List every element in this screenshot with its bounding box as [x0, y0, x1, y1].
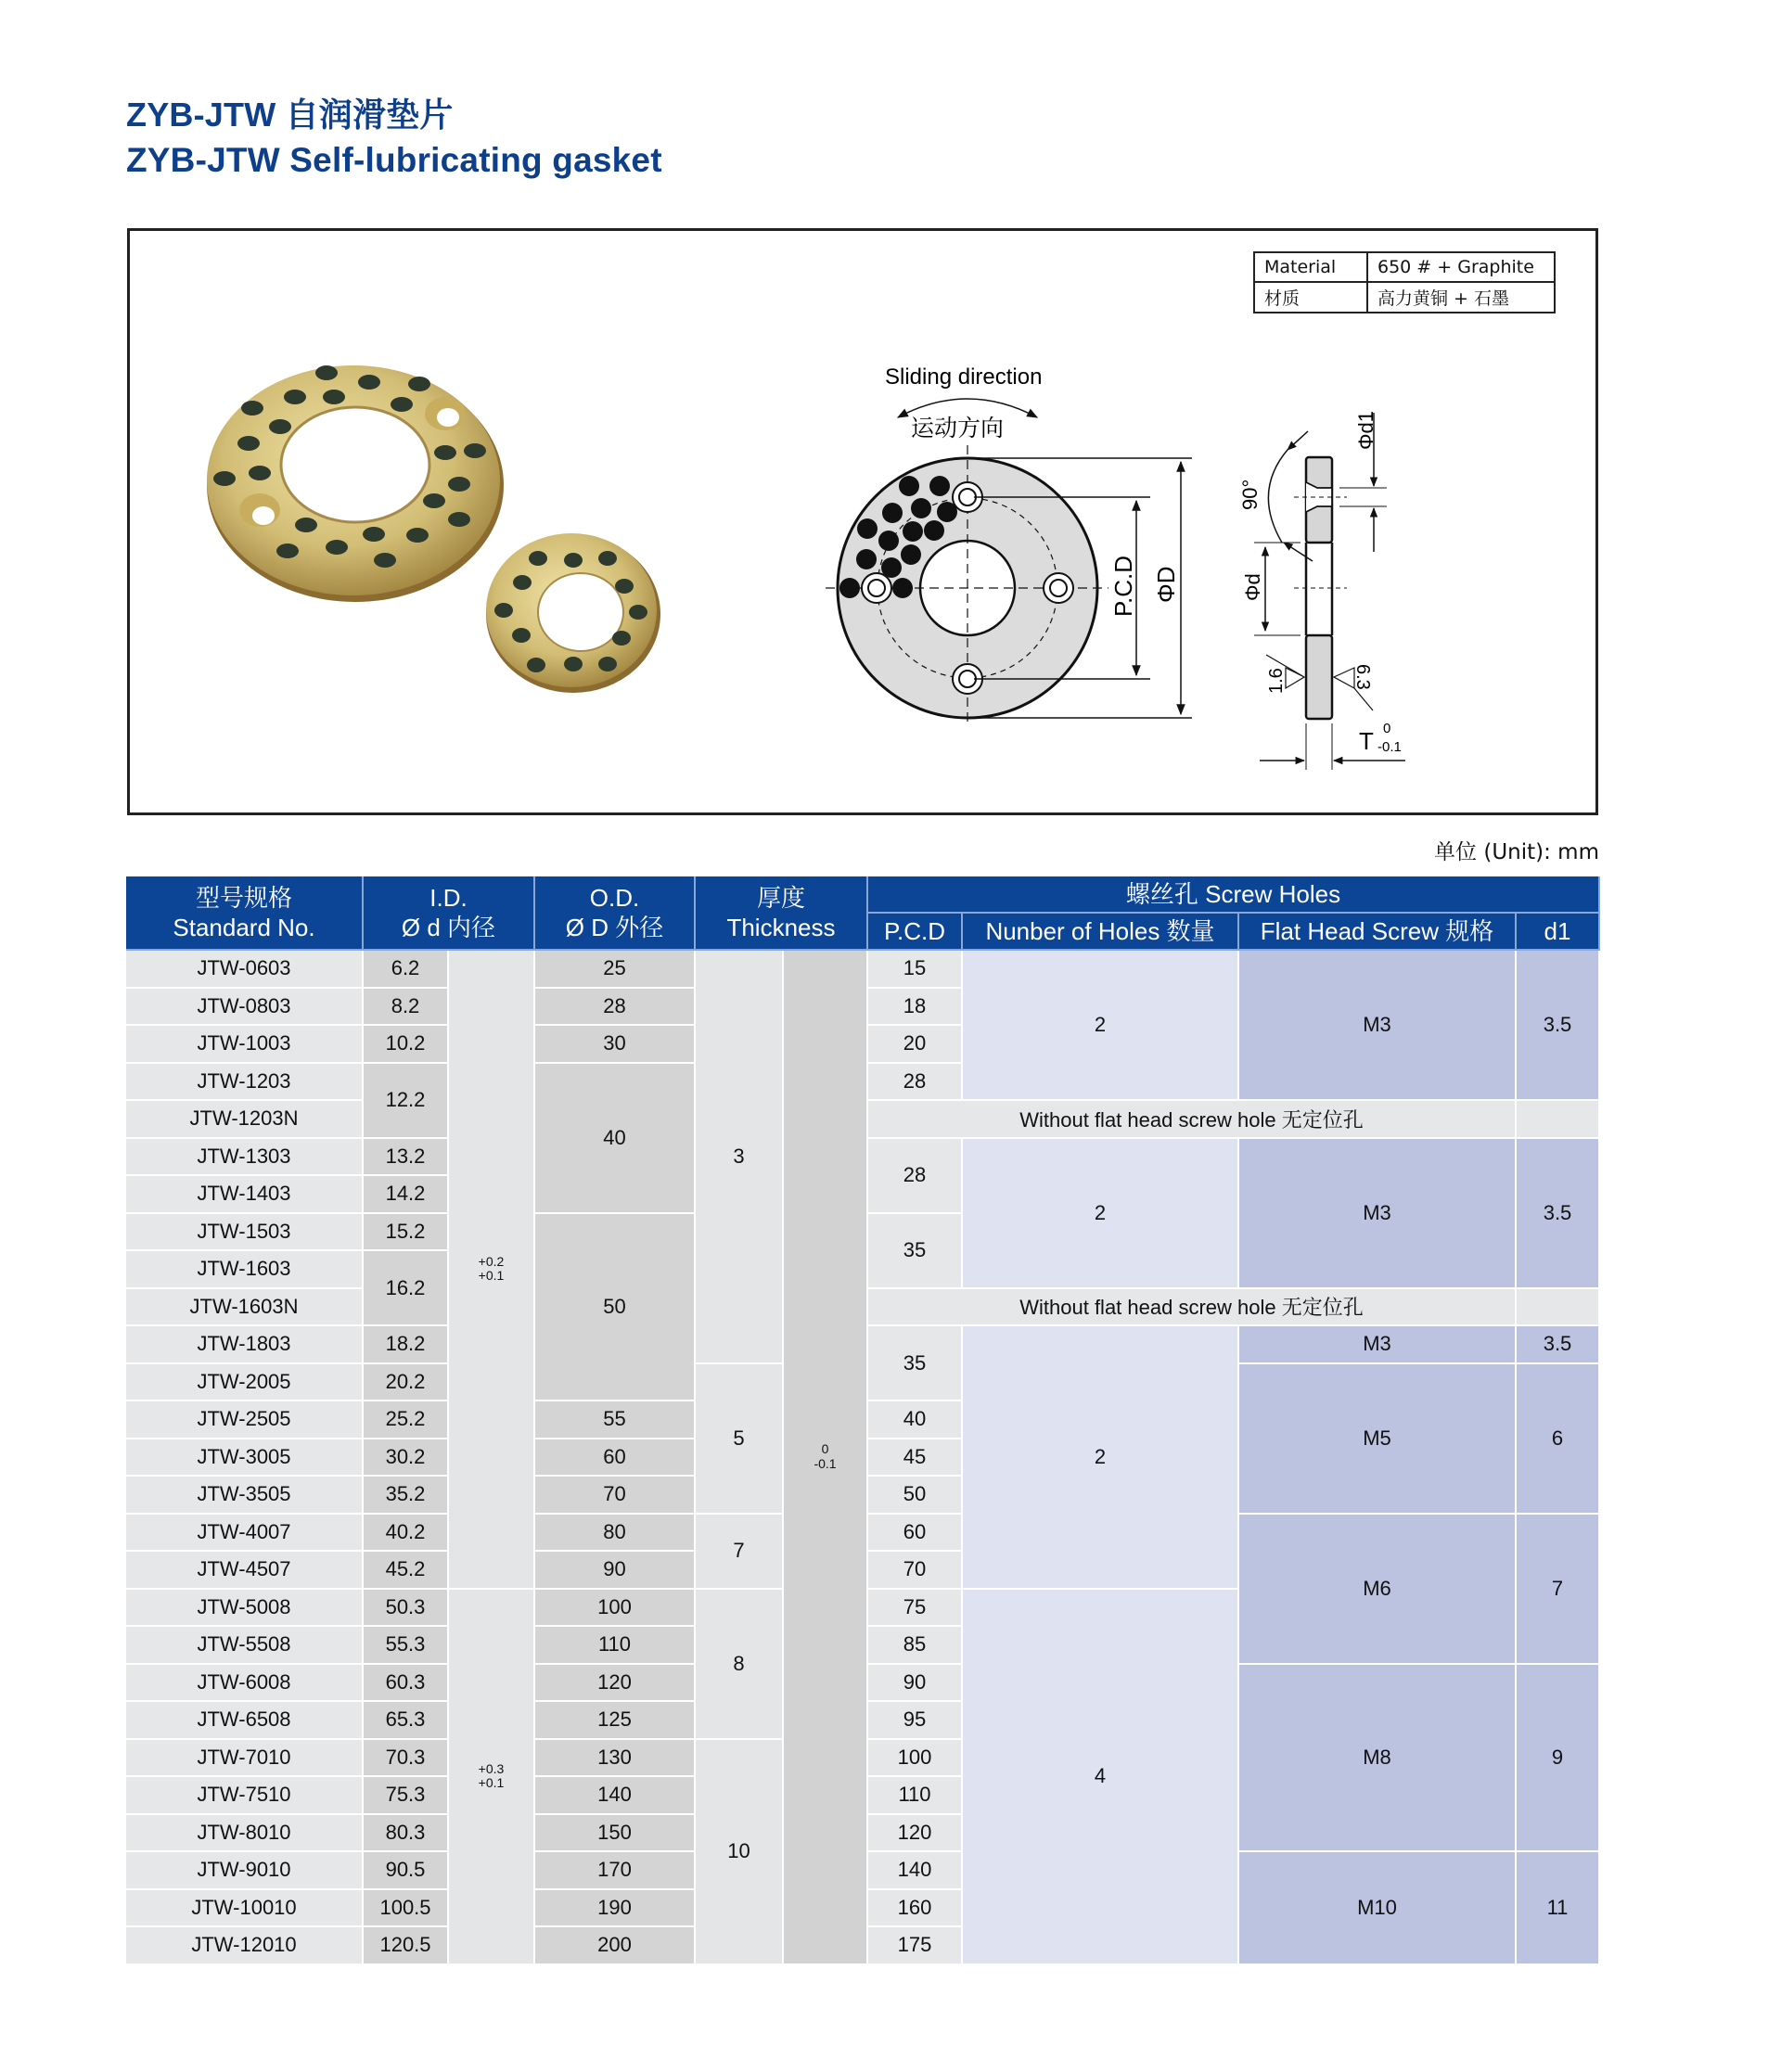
row-standard-no: JTW-7010 — [126, 1740, 364, 1778]
row-inner-diameter: 40.2 — [364, 1515, 449, 1553]
thickness-value: 3 — [696, 951, 784, 1364]
header-th-en: Thickness — [726, 914, 836, 941]
row-pcd: 90 — [868, 1665, 963, 1703]
header-screw-holes: 螺丝孔 Screw Holes — [868, 876, 1600, 914]
flat-head-screw-size: M3 — [1239, 1326, 1517, 1364]
small-gasket — [486, 533, 660, 693]
number-of-holes: 2 — [963, 1326, 1239, 1590]
header-id-top: I.D. — [429, 883, 468, 912]
id-dimension-label: Φd — [1241, 573, 1264, 601]
row-inner-diameter: 13.2 — [364, 1139, 449, 1177]
row-outer-diameter: 110 — [535, 1627, 696, 1665]
row-pcd: 160 — [868, 1890, 963, 1928]
without-screw-hole-note: Without flat head screw hole 无定位孔 — [868, 1289, 1517, 1327]
row-standard-no: JTW-1203 — [126, 1064, 364, 1102]
without-screw-hole-note: Without flat head screw hole 无定位孔 — [868, 1101, 1517, 1139]
row-pcd: 40 — [868, 1401, 963, 1439]
product-photo — [186, 334, 686, 723]
flat-head-screw-size: M6 — [1239, 1515, 1517, 1665]
flat-head-screw-size: M5 — [1239, 1364, 1517, 1515]
header-outer-diameter — [535, 876, 696, 951]
number-of-holes: 2 — [963, 1139, 1239, 1289]
row-inner-diameter: 30.2 — [364, 1439, 449, 1477]
large-gasket — [207, 365, 504, 602]
row-standard-no: JTW-1003 — [126, 1026, 364, 1064]
row-outer-diameter: 140 — [535, 1777, 696, 1815]
row-standard-no: JTW-9010 — [126, 1852, 364, 1890]
row-standard-no: JTW-1403 — [126, 1176, 364, 1214]
row-pcd: 28 — [868, 1064, 963, 1102]
row-pcd: 175 — [868, 1927, 963, 1965]
row-standard-no: JTW-6008 — [126, 1665, 364, 1703]
row-pcd: 35 — [868, 1214, 963, 1289]
row-standard-no: JTW-1803 — [126, 1326, 364, 1364]
row-outer-diameter: 130 — [535, 1740, 696, 1778]
row-pcd: 60 — [868, 1515, 963, 1553]
flat-head-screw-size: M3 — [1239, 951, 1517, 1101]
id-tolerance-small — [449, 951, 535, 1590]
d1-value: 3.5 — [1517, 1139, 1600, 1289]
row-pcd: 120 — [868, 1815, 963, 1853]
row-standard-no: JTW-5508 — [126, 1627, 364, 1665]
row-standard-no: JTW-4507 — [126, 1552, 364, 1590]
row-pcd: 70 — [868, 1552, 963, 1590]
d1-empty-cell — [1517, 1101, 1600, 1139]
row-inner-diameter: 60.3 — [364, 1665, 449, 1703]
row-inner-diameter: 8.2 — [364, 989, 449, 1027]
row-outer-diameter: 100 — [535, 1590, 696, 1628]
row-pcd: 20 — [868, 1026, 963, 1064]
row-inner-diameter: 6.2 — [364, 951, 449, 989]
row-inner-diameter: 70.3 — [364, 1740, 449, 1778]
row-inner-diameter: 18.2 — [364, 1326, 449, 1364]
id-tol-upper: +0.3 — [478, 1760, 505, 1776]
row-outer-diameter: 150 — [535, 1815, 696, 1853]
row-inner-diameter: 120.5 — [364, 1927, 449, 1965]
row-standard-no: JTW-12010 — [126, 1927, 364, 1965]
row-inner-diameter: 75.3 — [364, 1777, 449, 1815]
row-outer-diameter: 28 — [535, 989, 696, 1027]
row-outer-diameter: 30 — [535, 1026, 696, 1064]
front-view-drawing — [816, 352, 1206, 723]
row-outer-diameter: 60 — [535, 1439, 696, 1477]
row-outer-diameter: 55 — [535, 1401, 696, 1439]
row-pcd: 15 — [868, 951, 963, 989]
header-thickness — [696, 876, 868, 951]
id-tolerance-large — [449, 1590, 535, 1965]
header-d1: d1 — [1517, 914, 1600, 951]
row-pcd: 100 — [868, 1740, 963, 1778]
row-inner-diameter: 16.2 — [364, 1251, 449, 1326]
header-th-cn: 厚度 — [756, 883, 805, 912]
row-outer-diameter: 190 — [535, 1890, 696, 1928]
thickness-tol-lower: -0.1 — [1377, 739, 1402, 755]
row-standard-no: JTW-1203N — [126, 1101, 364, 1139]
row-standard-no: JTW-7510 — [126, 1777, 364, 1815]
row-inner-diameter: 35.2 — [364, 1477, 449, 1515]
row-standard-no: JTW-2005 — [126, 1364, 364, 1402]
header-pcd: P.C.D — [868, 914, 963, 951]
material-value-en: 650 # + Graphite — [1367, 252, 1555, 282]
row-standard-no: JTW-3005 — [126, 1439, 364, 1477]
row-inner-diameter: 50.3 — [364, 1590, 449, 1628]
row-standard-no: JTW-1603 — [126, 1251, 364, 1289]
row-standard-no: JTW-0803 — [126, 989, 364, 1027]
header-od-bottom: Ø D 外径 — [565, 914, 664, 941]
row-pcd: 85 — [868, 1627, 963, 1665]
row-outer-diameter: 40 — [535, 1064, 696, 1214]
pcd-dimension-label: P.C.D — [1109, 556, 1137, 617]
header-od-top: O.D. — [589, 883, 640, 912]
row-pcd: 95 — [868, 1702, 963, 1740]
thickness-tol-upper: 0 — [1383, 721, 1391, 736]
d1-value: 7 — [1517, 1515, 1600, 1665]
header-number-of-holes: Nunber of Holes 数量 — [963, 914, 1239, 951]
row-standard-no: JTW-1303 — [126, 1139, 364, 1177]
page-title-en: ZYB-JTW Self-lubricating gasket — [126, 141, 662, 179]
material-table — [1253, 251, 1556, 313]
page-title-cn: ZYB-JTW 自润滑垫片 — [126, 96, 454, 134]
row-pcd: 28 — [868, 1139, 963, 1214]
row-standard-no: JTW-10010 — [126, 1890, 364, 1928]
row-outer-diameter: 70 — [535, 1477, 696, 1515]
header-standard-no — [126, 876, 364, 951]
flat-head-screw-size: M3 — [1239, 1139, 1517, 1289]
row-outer-diameter: 90 — [535, 1552, 696, 1590]
thickness-value: 10 — [696, 1740, 784, 1965]
sliding-direction-en: Sliding direction — [885, 365, 1043, 390]
thickness-value: 5 — [696, 1364, 784, 1515]
row-inner-diameter: 15.2 — [364, 1214, 449, 1252]
d1-dimension-label: Φd1 — [1354, 410, 1377, 450]
number-of-holes: 2 — [963, 951, 1239, 1101]
id-tol-upper: +0.2 — [478, 1253, 505, 1269]
row-inner-diameter: 90.5 — [364, 1852, 449, 1890]
d1-value: 11 — [1517, 1852, 1600, 1965]
row-standard-no: JTW-4007 — [126, 1515, 364, 1553]
thickness-value: 7 — [696, 1515, 784, 1590]
spec-table — [126, 876, 1600, 1976]
row-pcd: 140 — [868, 1852, 963, 1890]
row-standard-no: JTW-1603N — [126, 1289, 364, 1327]
thickness-value: 8 — [696, 1590, 784, 1740]
material-label-en: Material — [1254, 252, 1367, 282]
row-pcd: 35 — [868, 1326, 963, 1401]
d1-value: 3.5 — [1517, 1326, 1600, 1364]
row-outer-diameter: 200 — [535, 1927, 696, 1965]
header-id-bottom: Ø d 内径 — [401, 914, 496, 941]
row-standard-no: JTW-8010 — [126, 1815, 364, 1853]
roughness-right-label: 6.3 — [1352, 664, 1373, 690]
unit-label: 单位 (Unit): mm — [1434, 840, 1599, 864]
d1-value: 9 — [1517, 1665, 1600, 1853]
number-of-holes: 4 — [963, 1590, 1239, 1965]
row-outer-diameter: 120 — [535, 1665, 696, 1703]
row-standard-no: JTW-1503 — [126, 1214, 364, 1252]
flat-head-screw-size: M8 — [1239, 1665, 1517, 1853]
row-standard-no: JTW-3505 — [126, 1477, 364, 1515]
row-outer-diameter: 25 — [535, 951, 696, 989]
material-label-cn: 材质 — [1254, 282, 1367, 313]
row-inner-diameter: 55.3 — [364, 1627, 449, 1665]
row-pcd: 18 — [868, 989, 963, 1027]
row-pcd: 75 — [868, 1590, 963, 1628]
row-inner-diameter: 10.2 — [364, 1026, 449, 1064]
row-outer-diameter: 170 — [535, 1852, 696, 1890]
row-outer-diameter: 125 — [535, 1702, 696, 1740]
row-inner-diameter: 45.2 — [364, 1552, 449, 1590]
header-std-en: Standard No. — [173, 914, 315, 941]
row-pcd: 45 — [868, 1439, 963, 1477]
row-standard-no: JTW-2505 — [126, 1401, 364, 1439]
row-pcd: 50 — [868, 1477, 963, 1515]
thickness-symbol: T — [1359, 727, 1374, 755]
od-dimension-label: ΦD — [1152, 566, 1180, 603]
thickness-tolerance — [784, 951, 868, 1965]
header-flat-head-screw: Flat Head Screw 规格 — [1239, 914, 1517, 951]
angle-label: 90° — [1238, 479, 1262, 510]
d1-value: 3.5 — [1517, 951, 1600, 1101]
d1-empty-cell — [1517, 1289, 1600, 1327]
th-tol-lower: -0.1 — [814, 1455, 837, 1471]
row-inner-diameter: 80.3 — [364, 1815, 449, 1853]
header-inner-diameter — [364, 876, 535, 951]
flat-head-screw-size: M10 — [1239, 1852, 1517, 1965]
sliding-direction-cn: 运动方向 — [911, 415, 1005, 441]
side-view-drawing — [1206, 390, 1429, 770]
row-outer-diameter: 80 — [535, 1515, 696, 1553]
row-standard-no: JTW-5008 — [126, 1590, 364, 1628]
id-tol-lower: +0.1 — [478, 1775, 505, 1790]
d1-value: 6 — [1517, 1364, 1600, 1515]
row-inner-diameter: 25.2 — [364, 1401, 449, 1439]
row-standard-no: JTW-6508 — [126, 1702, 364, 1740]
row-outer-diameter: 50 — [535, 1214, 696, 1402]
row-inner-diameter: 100.5 — [364, 1890, 449, 1928]
roughness-left-label: 1.6 — [1266, 668, 1287, 694]
row-inner-diameter: 65.3 — [364, 1702, 449, 1740]
row-inner-diameter: 20.2 — [364, 1364, 449, 1402]
row-pcd: 110 — [868, 1777, 963, 1815]
row-inner-diameter: 12.2 — [364, 1064, 449, 1139]
material-value-cn: 高力黄铜 + 石墨 — [1367, 282, 1555, 313]
id-tol-lower: +0.1 — [478, 1268, 505, 1284]
header-std-cn: 型号规格 — [195, 883, 292, 912]
row-inner-diameter: 14.2 — [364, 1176, 449, 1214]
th-tol-upper: 0 — [821, 1441, 829, 1457]
row-standard-no: JTW-0603 — [126, 951, 364, 989]
